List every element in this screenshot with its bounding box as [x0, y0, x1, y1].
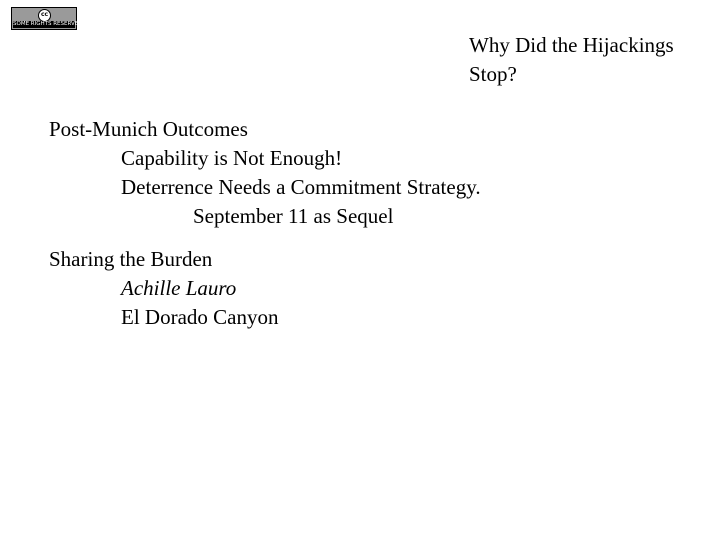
outline-subitem: September 11 as Sequel — [193, 204, 394, 228]
outline-heading: Sharing the Burden — [49, 247, 213, 271]
slide-title: Why Did the Hijackings Stop? — [469, 33, 674, 86]
outline-item: Capability is Not Enough! — [121, 146, 343, 170]
outline-item: Achille Lauro — [121, 276, 237, 300]
outline-item: El Dorado Canyon — [121, 305, 279, 329]
rights-strip: SOME RIGHTS RESERVED — [13, 21, 83, 27]
outline-heading: Post-Munich Outcomes — [49, 117, 248, 141]
creative-commons-badge[interactable] — [11, 7, 83, 30]
outline-section-sharing-burden — [49, 245, 278, 332]
creative-commons-icon: cc — [38, 9, 51, 22]
outline-item: Deterrence Needs a Commitment Strategy. — [121, 175, 481, 199]
outline-section-post-munich — [49, 115, 481, 231]
